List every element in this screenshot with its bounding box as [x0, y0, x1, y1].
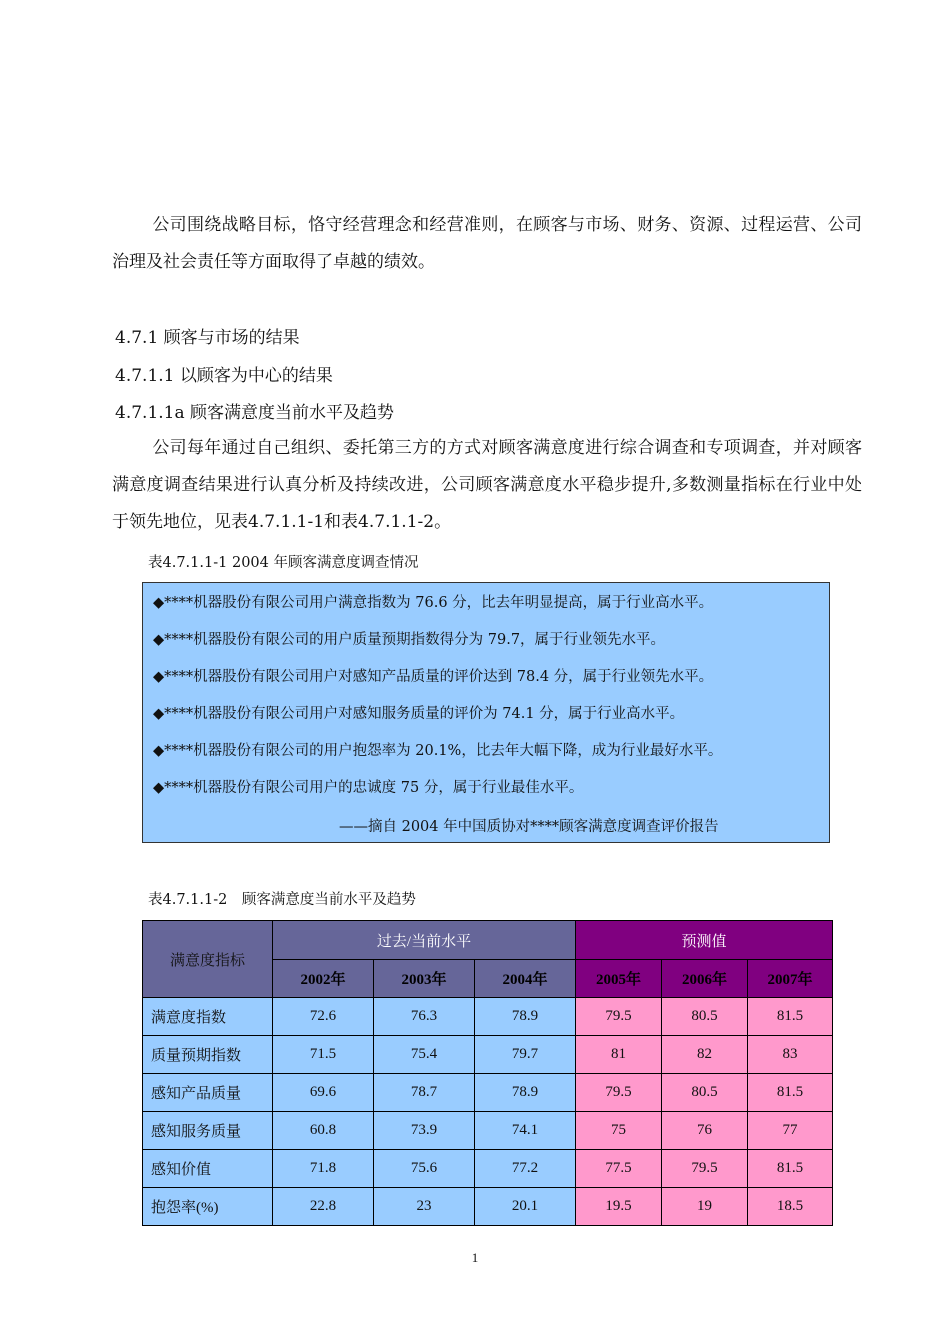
table-cell: 83	[748, 1036, 833, 1074]
forecast-group-header: 预测值	[576, 921, 833, 960]
row-label: 抱怨率(%)	[143, 1188, 273, 1226]
table-cell: 19	[662, 1188, 748, 1226]
year-header: 2005年	[576, 960, 662, 998]
table-cell: 76	[662, 1112, 748, 1150]
table-row	[143, 1074, 833, 1112]
table-cell: 81.5	[748, 1150, 833, 1188]
row-label: 质量预期指数	[143, 1036, 273, 1074]
table-cell: 80.5	[662, 1074, 748, 1112]
page-number: 1	[471, 1250, 479, 1265]
year-header: 2003年	[374, 960, 475, 998]
summary-line: ◆****机器股份有限公司的用户质量预期指数得分为 79.7，属于行业领先水平。	[153, 632, 666, 648]
table-cell: 69.6	[273, 1074, 374, 1112]
table-cell: 77	[748, 1112, 833, 1150]
summary-line: ◆****机器股份有限公司用户满意指数为 76.6 分，比去年明显提高，属于行业高水平。	[153, 595, 714, 611]
past-group-header: 过去/当前水平	[273, 921, 576, 960]
row-label: 感知价值	[143, 1150, 273, 1188]
table-cell: 80.5	[662, 998, 748, 1036]
summary-line: ◆****机器股份有限公司的用户抱怨率为 20.1%，比去年大幅下降，成为行业最好水平。	[153, 743, 723, 759]
section-heading-1: 4.7.1 顾客与市场的结果	[115, 328, 300, 348]
survey-summary-box	[142, 582, 830, 843]
table1-caption: 表4.7.1.1-1 2004 年顾客满意度调查情况	[148, 555, 419, 571]
year-header: 2004年	[475, 960, 576, 998]
corner-header: 满意度指标	[143, 921, 273, 998]
satisfaction-table	[142, 920, 833, 1226]
body-text: 公司每年通过自己组织、委托第三方的方式对顾客满意度进行综合调查和专项调查，并对顾客满意度调查结果进行认真分析及持续改进，公司顾客满意度水平稳步提升,多数测量指标在行业中处于领先地位，见表4.7.1.1-1和表4.7.1.1-2。	[112, 438, 862, 532]
table2-caption: 表4.7.1.1-2 顾客满意度当前水平及趋势	[148, 892, 416, 908]
table-cell: 81.5	[748, 1074, 833, 1112]
table-cell: 79.7	[475, 1036, 576, 1074]
table-cell: 75.6	[374, 1150, 475, 1188]
table-row	[143, 1112, 833, 1150]
table-cell: 77.5	[576, 1150, 662, 1188]
section-heading-2: 4.7.1.1 以顾客为中心的结果	[115, 366, 333, 386]
table-cell: 76.3	[374, 998, 475, 1036]
row-label: 感知产品质量	[143, 1074, 273, 1112]
summary-source: ——摘自 2004 年中国质协对****顾客满意度调查评价报告	[339, 819, 719, 835]
table-cell: 75.4	[374, 1036, 475, 1074]
table-cell: 81.5	[748, 998, 833, 1036]
table-row	[143, 1188, 833, 1226]
table-cell: 22.8	[273, 1188, 374, 1226]
table-row	[143, 1150, 833, 1188]
table-cell: 72.6	[273, 998, 374, 1036]
summary-line: ◆****机器股份有限公司用户对感知服务质量的评价为 74.1 分，属于行业高水平。	[153, 706, 685, 722]
table-cell: 79.5	[576, 998, 662, 1036]
table-cell: 78.9	[475, 1074, 576, 1112]
year-header: 2007年	[748, 960, 833, 998]
table-cell: 71.8	[273, 1150, 374, 1188]
summary-line: ◆****机器股份有限公司用户对感知产品质量的评价达到 78.4 分，属于行业领先水平。	[153, 669, 714, 685]
table-row	[143, 998, 833, 1036]
table-cell: 82	[662, 1036, 748, 1074]
table-cell: 79.5	[576, 1074, 662, 1112]
table-cell: 23	[374, 1188, 475, 1226]
table-cell: 19.5	[576, 1188, 662, 1226]
intro-paragraph	[112, 207, 862, 281]
intro-text: 公司围绕战略目标，恪守经营理念和经营准则，在顾客与市场、财务、资源、过程运营、公司治理及社会责任等方面取得了卓越的绩效。	[112, 215, 862, 272]
row-label: 满意度指数	[143, 998, 273, 1036]
table-cell: 78.9	[475, 998, 576, 1036]
table-cell: 74.1	[475, 1112, 576, 1150]
table-cell: 78.7	[374, 1074, 475, 1112]
table-cell: 60.8	[273, 1112, 374, 1150]
table-header-row	[143, 921, 833, 960]
table-cell: 20.1	[475, 1188, 576, 1226]
year-header: 2006年	[662, 960, 748, 998]
table-cell: 79.5	[662, 1150, 748, 1188]
table-cell: 75	[576, 1112, 662, 1150]
table-cell: 18.5	[748, 1188, 833, 1226]
table-row	[143, 1036, 833, 1074]
section-heading-3: 4.7.1.1a 顾客满意度当前水平及趋势	[115, 403, 395, 423]
table-cell: 77.2	[475, 1150, 576, 1188]
body-paragraph	[112, 430, 862, 541]
year-header: 2002年	[273, 960, 374, 998]
table-cell: 73.9	[374, 1112, 475, 1150]
row-label: 感知服务质量	[143, 1112, 273, 1150]
summary-line: ◆****机器股份有限公司用户的忠诚度 75 分，属于行业最佳水平。	[153, 780, 584, 796]
table-cell: 81	[576, 1036, 662, 1074]
table-cell: 71.5	[273, 1036, 374, 1074]
